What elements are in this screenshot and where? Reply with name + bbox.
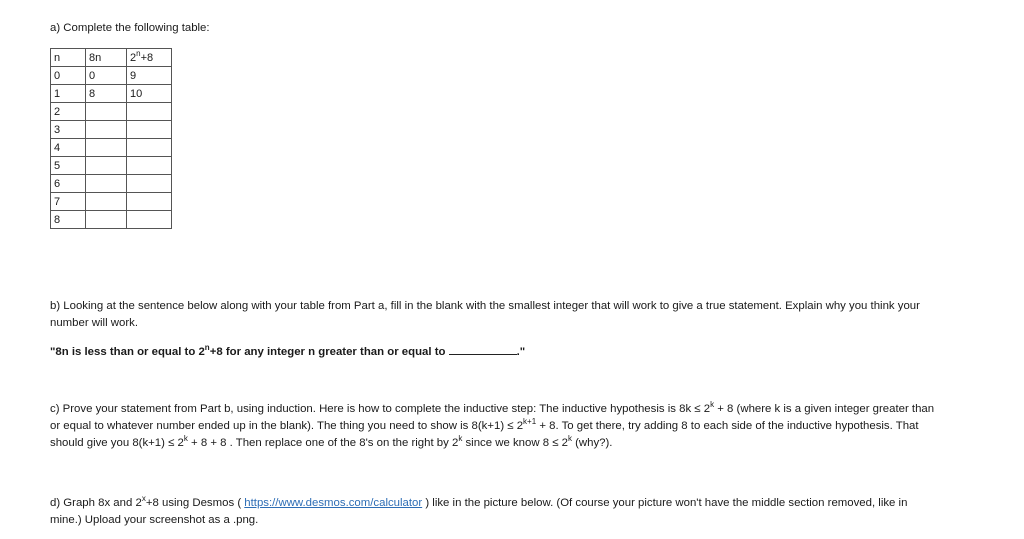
- values-table: [50, 48, 172, 229]
- answer-blank[interactable]: [449, 343, 517, 355]
- cell-8n: 0: [86, 67, 127, 85]
- cell-n: 8: [51, 211, 86, 229]
- table-row: [51, 67, 172, 85]
- cell-n: 1: [51, 85, 86, 103]
- cell-2n-plus-8[interactable]: [127, 211, 172, 229]
- desmos-link[interactable]: https://www.desmos.com/calculator: [244, 497, 423, 509]
- cell-n: 5: [51, 157, 86, 175]
- header-8n: 8n: [86, 49, 127, 67]
- cell-8n[interactable]: [86, 211, 127, 229]
- cell-2n-plus-8[interactable]: [127, 139, 172, 157]
- cell-n: 6: [51, 175, 86, 193]
- part-b-line-2: number will work.: [50, 317, 138, 329]
- cell-2n-plus-8[interactable]: [127, 103, 172, 121]
- part-b-instructions: [50, 298, 1015, 332]
- cell-2n-plus-8[interactable]: [127, 121, 172, 139]
- part-c-line-1: c) Prove your statement from Part b, using induction. Here is how to complete the inductive step: The inductive hypothesis is $8k \le 2^k + 8$ (where k is a given integer greater than: [50, 400, 935, 415]
- cell-n: 2: [51, 103, 86, 121]
- part-c-line-3: should give you $8(k+1) \le 2^k + 8 + 8$ . Then replace one of the 8's on the right by 2$^k$ since we know $8 \le 2^k$ (why?).: [50, 434, 613, 449]
- table-row: [51, 103, 172, 121]
- cell-n: 7: [51, 193, 86, 211]
- table-header-row: [51, 49, 172, 67]
- cell-2n-plus-8: 10: [127, 85, 172, 103]
- part-c-instructions: [50, 401, 1015, 452]
- cell-8n[interactable]: [86, 121, 127, 139]
- cell-n: 4: [51, 139, 86, 157]
- table-row: [51, 193, 172, 211]
- cell-8n: 8: [86, 85, 127, 103]
- table-row: [51, 211, 172, 229]
- part-d-line-1: d) Graph 8x and $2^x+8$ using Desmos ( https://www.desmos.com/calculator ) like in the picture below. (Of course your picture won't have the middle section removed, like in: [50, 494, 908, 509]
- cell-2n-plus-8[interactable]: [127, 193, 172, 211]
- part-b-statement: "8n is less than or equal to $2^n+8$ for any integer n greater than or equal to .": [50, 343, 526, 358]
- table-row: [51, 139, 172, 157]
- cell-8n[interactable]: [86, 139, 127, 157]
- part-c-line-2: or equal to whatever number ended up in the blank). The thing you need to show is $8(k+1) \le 2^{k+1} + 8$. To get there, try adding 8 to each side of the inductive hypothesis. That: [50, 417, 919, 432]
- cell-2n-plus-8[interactable]: [127, 157, 172, 175]
- table-row: [51, 175, 172, 193]
- cell-2n-plus-8: 9: [127, 67, 172, 85]
- cell-8n[interactable]: [86, 103, 127, 121]
- part-d-line-2: mine.) Upload your screenshot as a .png.: [50, 514, 259, 526]
- part-b-line-1: b) Looking at the sentence below along with your table from Part a, fill in the blank with the smallest integer that will work to give a true statement. Explain why you think your: [50, 300, 920, 312]
- header-n: n: [51, 49, 86, 67]
- cell-8n[interactable]: [86, 193, 127, 211]
- table-row: [51, 121, 172, 139]
- table-row: [51, 85, 172, 103]
- cell-8n[interactable]: [86, 157, 127, 175]
- cell-2n-plus-8[interactable]: [127, 175, 172, 193]
- header-2n-plus-8: $2^n+8$: [127, 49, 172, 67]
- cell-n: 3: [51, 121, 86, 139]
- cell-8n[interactable]: [86, 175, 127, 193]
- part-a-prompt: a) Complete the following table:: [50, 22, 210, 34]
- table-row: [51, 157, 172, 175]
- cell-n: 0: [51, 67, 86, 85]
- part-d-instructions: [50, 495, 1015, 529]
